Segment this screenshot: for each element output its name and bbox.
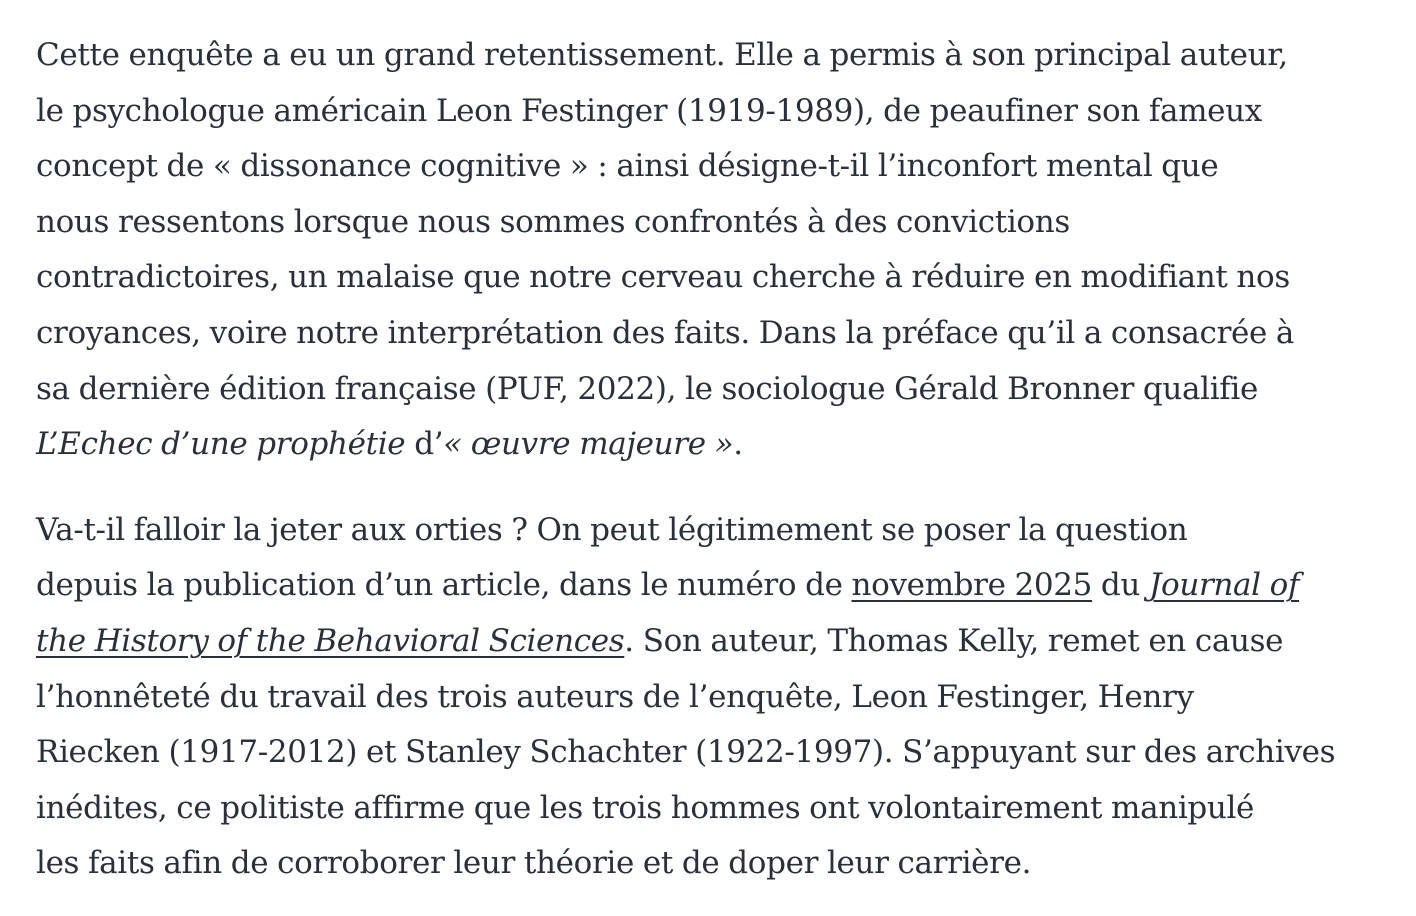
- quotation: « œuvre majeure »: [443, 426, 734, 463]
- text-line: Riecken (1917-2012) et Stanley Schachter (1922-1997). S’appuyant sur des archives: [36, 734, 1336, 771]
- paragraph-2: [36, 503, 1396, 892]
- text-line: l’honnêteté du travail des trois auteurs de l’enquête, Leon Festinger, Henry: [36, 678, 1194, 715]
- text-line: nous ressentons lorsque nous sommes confrontés à des convictions: [36, 203, 1070, 240]
- paragraph-1: [36, 28, 1396, 473]
- text-fragment: depuis la publication d’un article, dans le numéro de: [36, 567, 852, 604]
- journal-title-part-2: the History of the Behavioral Sciences: [36, 622, 625, 659]
- article-body: [36, 28, 1396, 892]
- date-link[interactable]: novembre 2025: [851, 567, 1093, 604]
- book-title: L’Echec d’une prophétie: [36, 426, 406, 463]
- text-line: croyances, voire notre interprétation des faits. Dans la préface qu’il a consacrée à: [36, 314, 1295, 351]
- text-fragment: .: [733, 426, 743, 463]
- text-line: concept de « dissonance cognitive » : ainsi désigne-t-il l’inconfort mental que: [36, 148, 1219, 185]
- text-line: le psychologue américain Leon Festinger (1919-1989), de peaufiner son fameux: [36, 92, 1262, 129]
- text-line: contradictoires, un malaise que notre cerveau cherche à réduire en modifiant nos: [36, 259, 1290, 296]
- journal-link[interactable]: [1149, 567, 1299, 603]
- journal-link[interactable]: [36, 623, 624, 659]
- text-line: sa dernière édition française (PUF, 2022), le sociologue Gérald Bronner qualifie: [36, 370, 1258, 407]
- text-line: les faits afin de corroborer leur théorie et de doper leur carrière.: [36, 845, 1032, 882]
- text-line: [36, 558, 1396, 614]
- text-fragment: du: [1092, 567, 1149, 604]
- text-line: inédites, ce politiste affirme que les trois hommes ont volontairement manipulé: [36, 789, 1255, 826]
- text-line: Cette enquête a eu un grand retentissement. Elle a permis à son principal auteur,: [36, 37, 1288, 73]
- text-fragment: d’: [405, 426, 444, 463]
- text-line: [36, 614, 1396, 670]
- text-line: [36, 417, 1396, 473]
- text-line: Va-t-il falloir la jeter aux orties ? On peut légitimement se poser la question: [36, 511, 1188, 548]
- text-fragment: . Son auteur, Thomas Kelly, remet en cause: [624, 622, 1284, 659]
- journal-title-part-1: Journal of: [1148, 567, 1300, 604]
